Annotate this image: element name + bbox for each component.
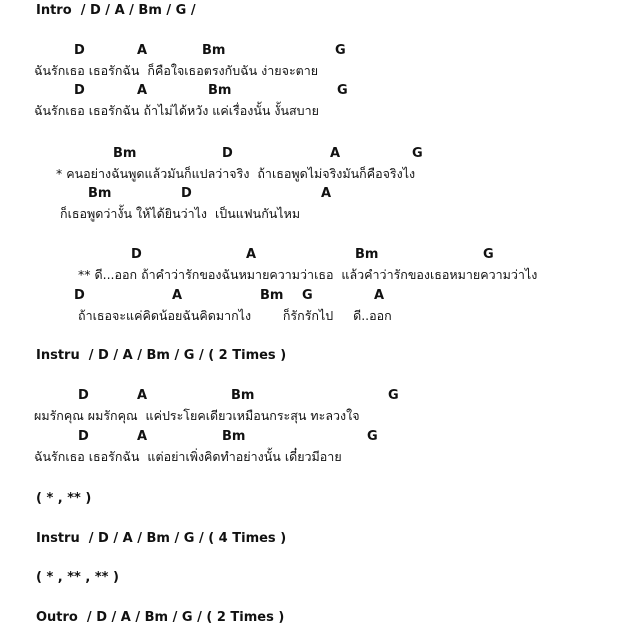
chorus-chord-8: G bbox=[302, 288, 313, 303]
verse2-lyric-2: ฉันรักเธอ เธอรักฉัน แต่อย่าเพิ่งคิดทำอย่างนั้น เดี๋ยวมีอาย bbox=[34, 449, 342, 464]
verse2-chord-7: Bm bbox=[222, 429, 246, 444]
outro-line: Outro / D / A / Bm / G / ( 2 Times ) bbox=[36, 610, 285, 625]
chorus-chord-2: A bbox=[246, 247, 257, 262]
verse1-chord-7: Bm bbox=[208, 83, 232, 98]
instru-line-1: Instru / D / A / Bm / G / ( 2 Times ) bbox=[36, 348, 287, 363]
verse2-chord-2: A bbox=[137, 388, 148, 403]
repeat-line-1: ( * , ** ) bbox=[36, 491, 92, 506]
verse1-chord-6: A bbox=[137, 83, 148, 98]
prechorus-chord-7: A bbox=[321, 186, 332, 201]
instru-line-2: Instru / D / A / Bm / G / ( 4 Times ) bbox=[36, 531, 287, 546]
chorus-chord-1: D bbox=[131, 247, 142, 262]
verse1-chord-4: G bbox=[335, 43, 346, 58]
chorus-chord-9: A bbox=[374, 288, 385, 303]
verse2-chord-8: G bbox=[367, 429, 378, 444]
prechorus-chord-5: Bm bbox=[88, 186, 112, 201]
verse1-chord-3: Bm bbox=[202, 43, 226, 58]
chorus-chord-7: Bm bbox=[260, 288, 284, 303]
verse2-chord-5: D bbox=[78, 429, 89, 444]
repeat-line-2: ( * , ** , ** ) bbox=[36, 570, 119, 585]
prechorus-chord-6: D bbox=[181, 186, 192, 201]
verse1-lyric-1: ฉันรักเธอ เธอรักฉัน ก็คือใจเธอตรงกับฉัน ง่ายจะตาย bbox=[34, 63, 319, 78]
chorus-chord-3: Bm bbox=[355, 247, 379, 262]
verse1-chord-8: G bbox=[337, 83, 348, 98]
verse2-chord-1: D bbox=[78, 388, 89, 403]
chorus-lyric-1: ** ดี...ออก ถ้าคำว่ารักของฉันหมายความว่าเธอ แล้วคำว่ารักของเธอหมายความว่าไง bbox=[78, 267, 538, 282]
prechorus-chord-1: Bm bbox=[113, 146, 137, 161]
verse2-chord-4: G bbox=[388, 388, 399, 403]
chorus-lyric-2: ถ้าเธอจะแค่คิดน้อยฉันคิดมากไง ก็รักรักไป ดี..ออก bbox=[78, 308, 392, 323]
verse2-lyric-1: ผมรักคุณ ผมรักคุณ แค่ประโยคเดียวเหมือนกระสุน ทะลวงใจ bbox=[34, 408, 360, 423]
chorus-chord-4: G bbox=[483, 247, 494, 262]
prechorus-chord-2: D bbox=[222, 146, 233, 161]
prechorus-chord-3: A bbox=[330, 146, 341, 161]
prechorus-lyric-2: ก็เธอพูดว่างั้น ให้ได้ยินว่าไง เป็นแฟนกันไหม bbox=[60, 206, 301, 221]
verse1-chord-5: D bbox=[74, 83, 85, 98]
verse1-chord-1: D bbox=[74, 43, 85, 58]
intro-line: Intro / D / A / Bm / G / bbox=[36, 3, 196, 18]
verse2-chord-3: Bm bbox=[231, 388, 255, 403]
prechorus-chord-4: G bbox=[412, 146, 423, 161]
verse2-chord-6: A bbox=[137, 429, 148, 444]
verse1-lyric-2: ฉันรักเธอ เธอรักฉัน ถ้าไม่ได้หวัง แค่เรื่องนั้น งั้นสบาย bbox=[34, 103, 319, 118]
chorus-chord-5: D bbox=[74, 288, 85, 303]
prechorus-lyric-1: * คนอย่างฉันพูดแล้วมันก็แปลว่าจริง ถ้าเธอพูดไม่จริงมันก็คือจริงไง bbox=[56, 166, 416, 181]
chorus-chord-6: A bbox=[172, 288, 183, 303]
verse1-chord-2: A bbox=[137, 43, 148, 58]
